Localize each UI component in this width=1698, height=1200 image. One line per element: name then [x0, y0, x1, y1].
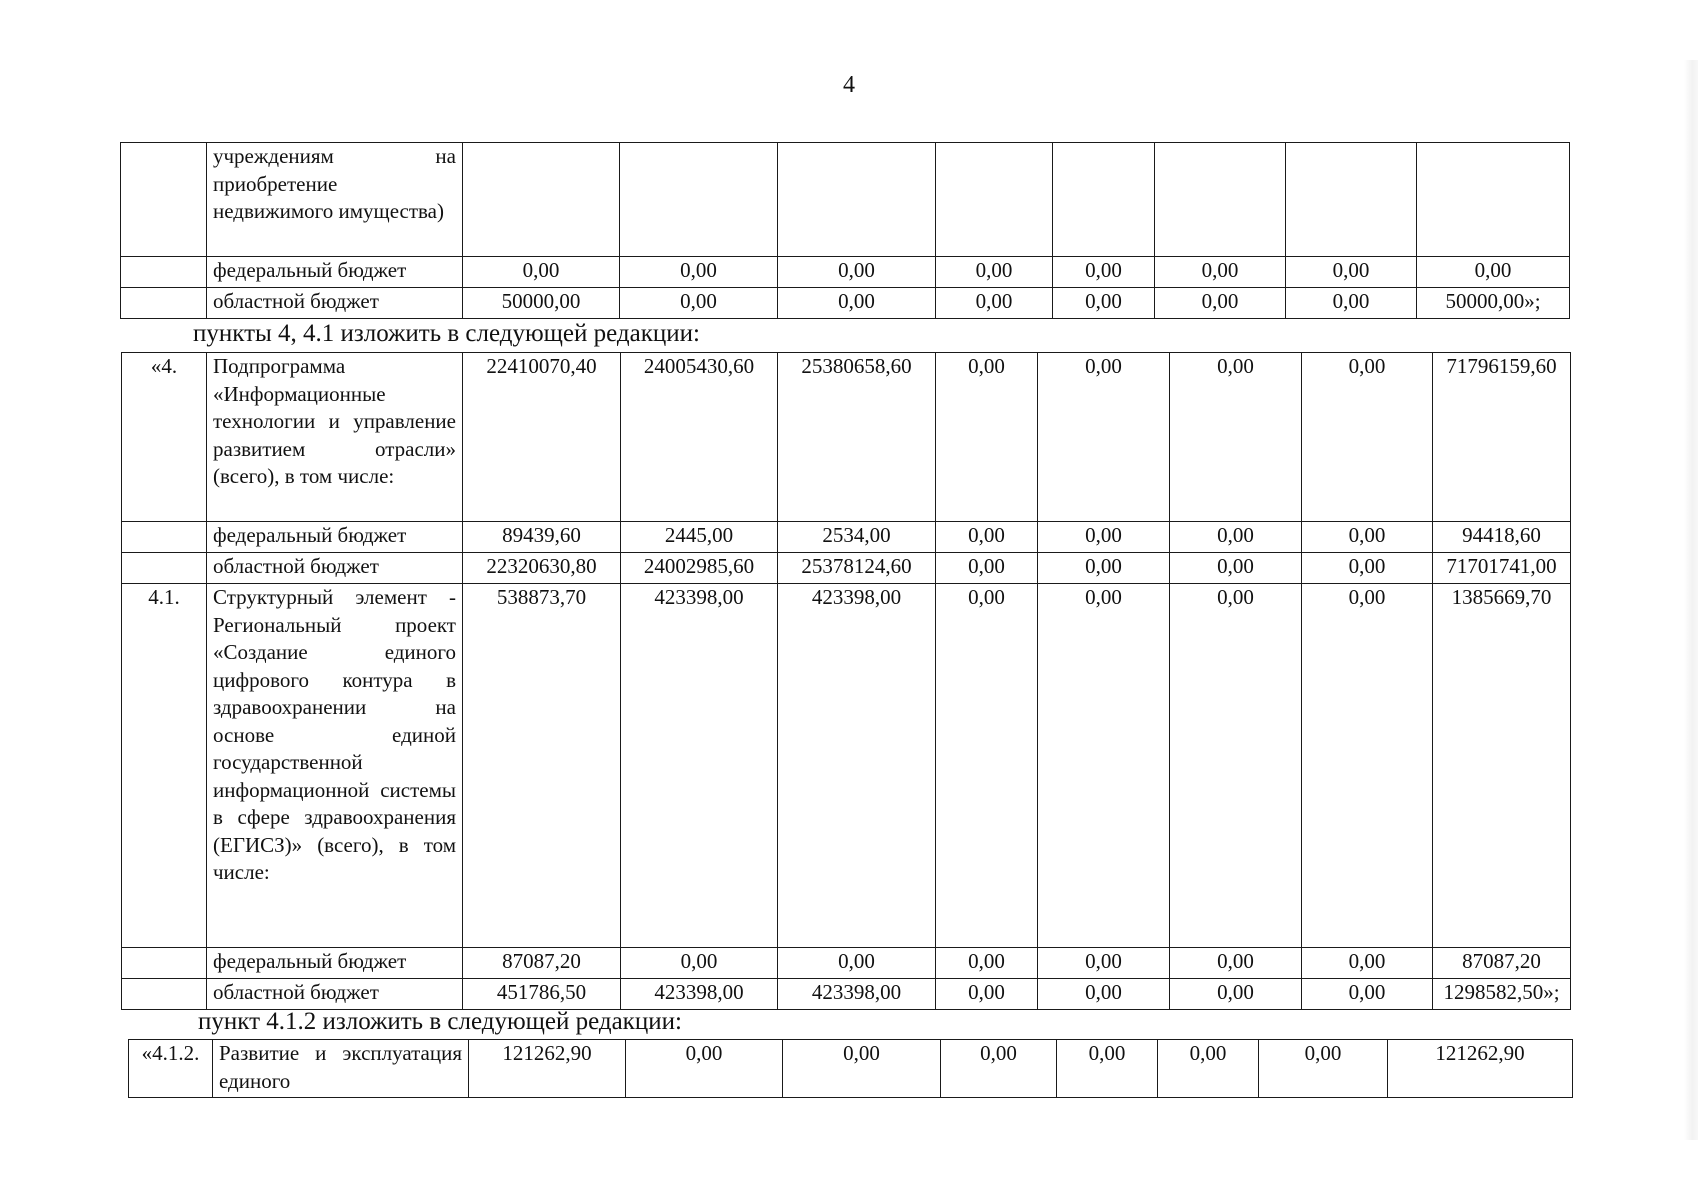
value-cell: 0,00	[941, 1040, 1057, 1098]
value-cell	[778, 143, 936, 257]
value-cell: 0,00	[1259, 1040, 1388, 1098]
row-number	[122, 522, 207, 553]
value-cell: 50000,00	[463, 288, 620, 319]
row-number	[121, 257, 207, 288]
value-cell: 0,00	[1302, 584, 1433, 948]
value-cell: 71701741,00	[1433, 553, 1571, 584]
value-cell: 0,00	[778, 948, 936, 979]
value-cell: 0,00	[1155, 288, 1286, 319]
value-cell: 451786,50	[463, 979, 621, 1010]
row-number	[122, 553, 207, 584]
value-cell: 0,00	[1170, 522, 1302, 553]
value-cell: 0,00	[1038, 979, 1170, 1010]
value-cell: 2534,00	[778, 522, 936, 553]
row-number	[122, 948, 207, 979]
row-number: «4.	[122, 353, 207, 522]
value-cell: 0,00	[620, 257, 778, 288]
value-cell: 0,00	[1155, 257, 1286, 288]
value-cell: 0,00	[1286, 257, 1417, 288]
table-row	[121, 143, 1570, 257]
value-cell: 0,00	[620, 288, 778, 319]
amendment-caption: пункт 4.1.2 изложить в следующей редакции:	[198, 1008, 682, 1035]
row-number: «4.1.2.	[129, 1040, 213, 1098]
value-cell: 71796159,60	[1433, 353, 1571, 522]
row-label: Структурный элемент - Региональный проект «Создание единого цифрового контура в здравоохранении на основе единой государственной информационной системы в сфере здравоохранения (ЕГИСЗ)» (всего), в том числе:	[207, 584, 463, 948]
value-cell: 423398,00	[778, 979, 936, 1010]
value-cell: 538873,70	[463, 584, 621, 948]
value-cell: 121262,90	[469, 1040, 626, 1098]
row-label: федеральный бюджет	[207, 948, 463, 979]
row-label: учреждениям на приобретение недвижимого имущества)	[207, 143, 463, 257]
value-cell: 0,00	[1170, 353, 1302, 522]
value-cell: 0,00	[1158, 1040, 1259, 1098]
value-cell: 0,00	[1302, 948, 1433, 979]
value-cell: 24002985,60	[621, 553, 778, 584]
value-cell: 22320630,80	[463, 553, 621, 584]
row-label: федеральный бюджет	[207, 522, 463, 553]
value-cell: 0,00	[1302, 522, 1433, 553]
value-cell: 0,00	[626, 1040, 783, 1098]
value-cell: 423398,00	[621, 584, 778, 948]
value-cell: 2445,00	[621, 522, 778, 553]
row-number	[122, 979, 207, 1010]
table-row	[122, 584, 1571, 948]
value-cell: 0,00	[936, 584, 1038, 948]
value-cell: 0,00	[936, 288, 1053, 319]
value-cell: 1298582,50»;	[1433, 979, 1571, 1010]
table-row	[122, 948, 1571, 979]
value-cell: 0,00	[936, 522, 1038, 553]
amendment-caption: пункты 4, 4.1 изложить в следующей редакции:	[193, 320, 700, 347]
row-number	[121, 288, 207, 319]
scan-edge-shadow	[1684, 60, 1698, 1140]
value-cell: 0,00	[1170, 979, 1302, 1010]
table-row	[121, 257, 1570, 288]
value-cell: 0,00	[1302, 553, 1433, 584]
value-cell	[1155, 143, 1286, 257]
row-number	[121, 143, 207, 257]
value-cell: 87087,20	[463, 948, 621, 979]
value-cell: 0,00	[1053, 288, 1155, 319]
value-cell: 0,00	[1286, 288, 1417, 319]
value-cell: 25378124,60	[778, 553, 936, 584]
table-row	[122, 353, 1571, 522]
value-cell: 0,00	[1038, 948, 1170, 979]
value-cell: 0,00	[1170, 948, 1302, 979]
value-cell: 0,00	[1302, 353, 1433, 522]
value-cell: 0,00	[783, 1040, 941, 1098]
value-cell	[620, 143, 778, 257]
row-number: 4.1.	[122, 584, 207, 948]
row-label: областной бюджет	[207, 979, 463, 1010]
value-cell: 0,00	[936, 979, 1038, 1010]
value-cell	[936, 143, 1053, 257]
row-label: областной бюджет	[207, 288, 463, 319]
value-cell: 423398,00	[778, 584, 936, 948]
row-label: федеральный бюджет	[207, 257, 463, 288]
value-cell: 25380658,60	[778, 353, 936, 522]
budget-table-subprogram-4	[121, 352, 1571, 1010]
row-label: Развитие и эксплуатация единого	[213, 1040, 469, 1098]
value-cell: 0,00	[1170, 553, 1302, 584]
value-cell: 24005430,60	[621, 353, 778, 522]
value-cell: 94418,60	[1433, 522, 1571, 553]
value-cell: 1385669,70	[1433, 584, 1571, 948]
value-cell	[1053, 143, 1155, 257]
table-row	[122, 522, 1571, 553]
value-cell: 121262,90	[1388, 1040, 1573, 1098]
value-cell	[463, 143, 620, 257]
value-cell: 0,00	[463, 257, 620, 288]
table-row	[122, 979, 1571, 1010]
value-cell	[1417, 143, 1570, 257]
value-cell: 0,00	[936, 948, 1038, 979]
value-cell: 0,00	[1038, 353, 1170, 522]
value-cell: 0,00	[936, 553, 1038, 584]
value-cell: 0,00	[1038, 553, 1170, 584]
value-cell: 0,00	[1038, 522, 1170, 553]
value-cell: 0,00	[936, 353, 1038, 522]
value-cell: 0,00	[936, 257, 1053, 288]
table-row	[129, 1040, 1573, 1098]
value-cell: 0,00	[1417, 257, 1570, 288]
budget-table-continuation	[120, 142, 1570, 319]
value-cell: 22410070,40	[463, 353, 621, 522]
value-cell: 0,00	[1057, 1040, 1158, 1098]
table-row	[122, 553, 1571, 584]
value-cell: 0,00	[778, 288, 936, 319]
value-cell: 0,00	[1302, 979, 1433, 1010]
table-row	[121, 288, 1570, 319]
row-label: областной бюджет	[207, 553, 463, 584]
row-label: Подпрограмма «Информационные технологии и управление развитием отрасли» (всего), в том числе:	[207, 353, 463, 522]
value-cell	[1286, 143, 1417, 257]
value-cell: 0,00	[1038, 584, 1170, 948]
value-cell: 87087,20	[1433, 948, 1571, 979]
budget-table-item-4-1-2	[128, 1039, 1573, 1098]
value-cell: 0,00	[1053, 257, 1155, 288]
value-cell: 50000,00»;	[1417, 288, 1570, 319]
page-number: 4	[843, 72, 855, 98]
value-cell: 423398,00	[621, 979, 778, 1010]
value-cell: 0,00	[1170, 584, 1302, 948]
value-cell: 0,00	[621, 948, 778, 979]
value-cell: 89439,60	[463, 522, 621, 553]
value-cell: 0,00	[778, 257, 936, 288]
